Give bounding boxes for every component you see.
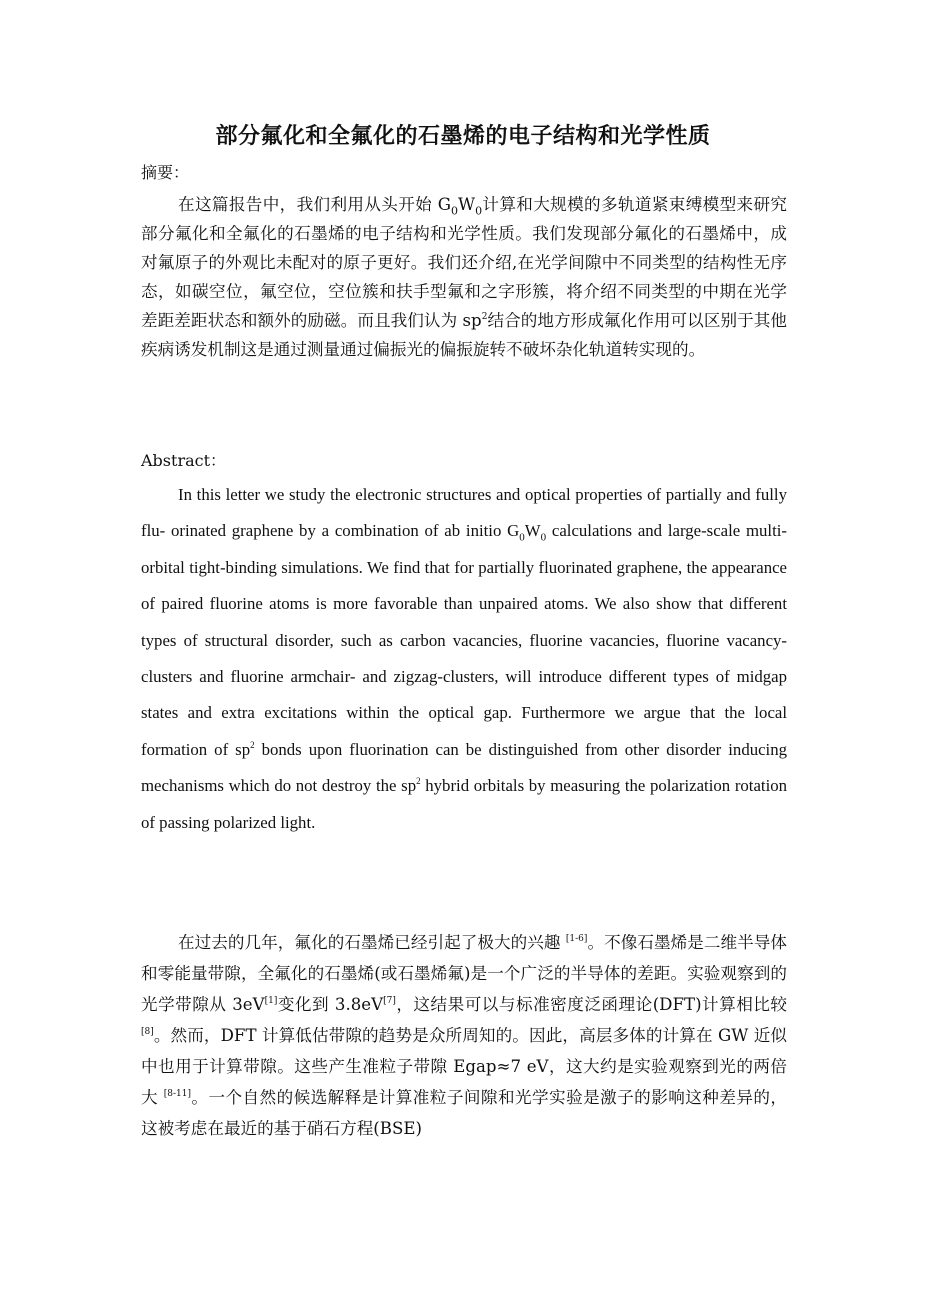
citation: [1] <box>264 996 278 1006</box>
abstract-en-text <box>141 477 787 841</box>
abstract-zh-label: 摘要： <box>141 163 190 182</box>
body-paragraph: 在过去的几年，氟化的石墨烯已经引起了极大的兴趣 [1-6]。不像石墨烯是二维半导体和零能量带隙，全氟化的石墨烯(或石墨烯氟)是一个广泛的半导体的差距。实验观察到的光学带隙从 3eV[1]变化到 3.8eV[7]，这结果可以与标准密度泛函理论(DFT)计算相比较 [8]。然而，DFT 计算低估带隙的趋势是众所周知的。因此，高层多体的计算在 GW 近似中也用于计算带隙。这些产生准粒子带隙 Egap≈7 eV，这大约是实验观察到光的两倍大 [8-11]。一个自然的候选解释是计算准粒子间隙和光学实验是激子的影响这种差异的，这被考虑在最近的基于硝石方程(BSE) <box>141 933 788 1138</box>
abstract-en-label: Abstract： <box>141 451 227 470</box>
abstract-zh-paragraph: 在这篇报告中，我们利用从头开始 $G_0W_0$计算和大规模的多轨道紧束缚模型来研究部分氟化和全氟化的石墨烯的电子结构和光学性质。我们发现部分氟化的石墨烯中，成对氟原子的外观比未配对的原子更好。我们还介绍,在光学间隙中不同类型的结构性无序态，如碳空位，氟空位，空位簇和扶手型氟和之字形簇，将介绍不同类型的中期在光学差距差距状态和额外的励磁。而且我们认为 $sp^2$结合的地方形成氟化作用可以区别于其他疾病诱发机制这是通过测量通过偏振光的偏振旋转不破坏杂化轨道转实现的。 <box>141 195 788 359</box>
abstract-zh-text <box>141 190 787 364</box>
page-title: 部分氟化和全氟化的石墨烯的电子结构和光学性质 <box>215 124 711 149</box>
body-text <box>141 927 787 1144</box>
citation: [8-11] <box>163 1089 191 1099</box>
abstract-en-paragraph: In this letter we study the electronic structures and optical properties of partially and fully flu- orinated graphene by a combination of ab initio $G_0W_0$ calculations and large-scale multi-orbital tight-binding simulations. We find that for partially fluorinated graphene, the appearance of paired fluorine atoms is more favorable than unpaired atoms. We also show that different types of structural disorder, such as carbon vacancies, fluorine vacancies, fluorine vacancy-clusters and fluorine armchair- and zigzag-clusters, will introduce different types of midgap states and extra excitations within the optical gap. Furthermore we argue that the local formation of $sp^2$ bonds upon fluorination can be distinguished from other disorder inducing mechanisms which do not destroy the $sp^2$ hybrid orbitals by measuring the polarization rotation of passing polarized light. <box>141 485 788 832</box>
citation: [1-6] <box>565 934 588 944</box>
citation: [8] <box>141 1027 154 1037</box>
citation: [7] <box>383 996 396 1006</box>
